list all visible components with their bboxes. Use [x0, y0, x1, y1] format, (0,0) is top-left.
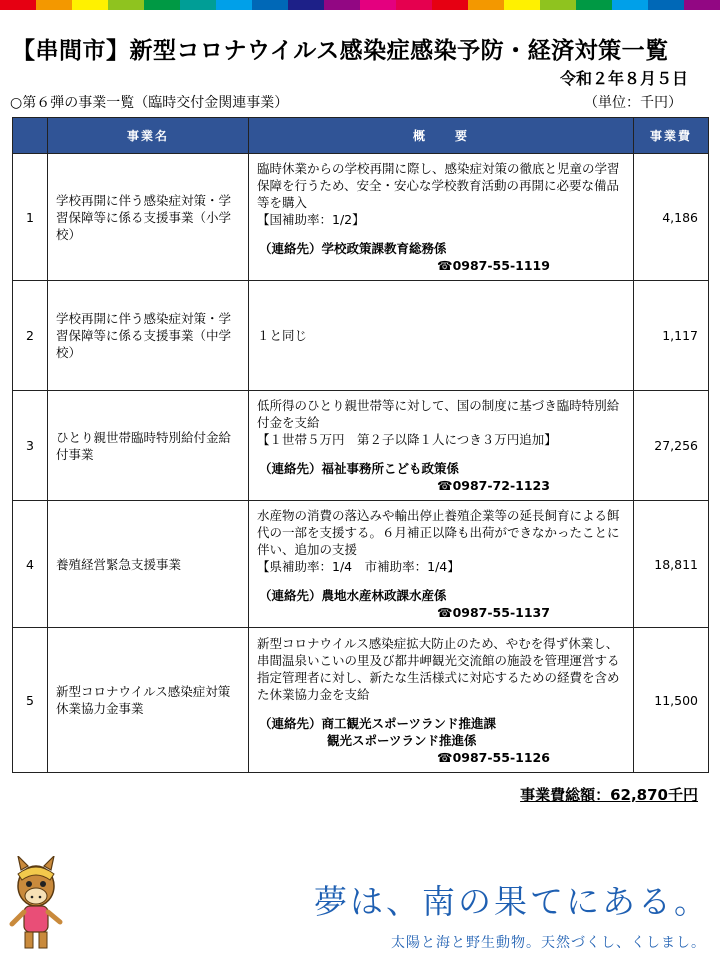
- rainbow-segment: [288, 0, 324, 10]
- contact-info: [257, 240, 625, 257]
- horse-mascot-icon: [6, 856, 66, 952]
- total-cost: 事業費総額：62,870千円: [520, 786, 698, 804]
- table-row: [13, 501, 709, 628]
- contact-phone: ☎0987-55-1126: [437, 749, 550, 765]
- rainbow-segment: [468, 0, 504, 10]
- project-cost: 4,186: [634, 154, 709, 281]
- project-name: 養殖経営緊急支援事業: [48, 501, 249, 628]
- summary-text: 臨時休業からの学校再開に際し、感染症対策の徹底と児童の学習保障を行うため、安全・安心な学校教育活動の再開に必要な備品等を購入: [257, 161, 620, 210]
- project-cost: 27,256: [634, 391, 709, 501]
- rainbow-segment: [432, 0, 468, 10]
- project-cost: 11,500: [634, 628, 709, 773]
- project-summary: [249, 628, 634, 773]
- rainbow-segment: [72, 0, 108, 10]
- summary-text: 新型コロナウイルス感染症拡大防止のため、やむを得ず休業し、串間温泉いこいの里及び都井岬観光交流館の施設を管理運営する指定管理者に対し、新たな生活様式に対応するための経費を含めた休業協力金を支給: [257, 635, 620, 702]
- rainbow-segment: [612, 0, 648, 10]
- table-row: [13, 281, 709, 391]
- rainbow-segment: [216, 0, 252, 10]
- subsidy-rate: 【県補助率：1/4 市補助率：1/4】: [257, 559, 460, 574]
- row-number: 4: [13, 501, 48, 628]
- tagline: 太陽と海と野生動物。天然づくし、くしまし。: [391, 935, 706, 951]
- project-name: 新型コロナウイルス感染症対策休業協力金事業: [48, 628, 249, 773]
- header-summary: 概 要: [249, 118, 634, 154]
- project-summary: [249, 391, 634, 501]
- contact-department: （連絡先）学校政策課教育総務係: [259, 241, 447, 256]
- project-table: [12, 117, 709, 773]
- contact-department: （連絡先）農地水産林政課水産係: [259, 588, 447, 603]
- table-row: [13, 391, 709, 501]
- header-no: [13, 118, 48, 154]
- table-row: [13, 628, 709, 773]
- project-name: ひとり親世帯臨時特別給付金給付事業: [48, 391, 249, 501]
- header-cost: 事業費: [634, 118, 709, 154]
- project-name: 学校再開に伴う感染症対策・学習保障等に係る支援事業（中学校）: [48, 281, 249, 391]
- document-date: 令和２年８月５日: [559, 69, 688, 88]
- contact-phone: ☎0987-55-1137: [437, 605, 550, 620]
- rainbow-segment: [360, 0, 396, 10]
- row-number: 1: [13, 154, 48, 281]
- contact-info: [257, 460, 625, 477]
- contact-section: 観光スポーツランド推進係: [327, 732, 477, 748]
- rainbow-segment: [36, 0, 72, 10]
- rainbow-segment: [648, 0, 684, 10]
- contact-info: [257, 715, 625, 749]
- rainbow-segment: [108, 0, 144, 10]
- rainbow-segment: [576, 0, 612, 10]
- page-title: 【串間市】新型コロナウイルス感染症感染予防・経済対策一覧: [12, 38, 669, 64]
- summary-text: １と同じ: [257, 328, 308, 343]
- rainbow-bar: [0, 0, 720, 10]
- slogan: 夢は、南の果てにある。: [314, 882, 710, 921]
- section-subtitle: ○第６弾の事業一覧（臨時交付金関連事業）: [10, 95, 289, 111]
- project-summary: [249, 154, 634, 281]
- row-number: 3: [13, 391, 48, 501]
- rainbow-segment: [504, 0, 540, 10]
- rainbow-segment: [684, 0, 720, 10]
- project-name: 学校再開に伴う感染症対策・学習保障等に係る支援事業（小学校）: [48, 154, 249, 281]
- rainbow-segment: [324, 0, 360, 10]
- contact-phone: ☎0987-72-1123: [437, 478, 550, 493]
- contact-info: [257, 587, 625, 604]
- contact-department: （連絡先）商工観光スポーツランド推進課: [259, 715, 497, 731]
- rainbow-segment: [0, 0, 36, 10]
- project-cost: 1,117: [634, 281, 709, 391]
- row-number: 2: [13, 281, 48, 391]
- rainbow-segment: [144, 0, 180, 10]
- table-header-row: [13, 118, 709, 154]
- contact-phone: ☎0987-55-1119: [437, 258, 550, 273]
- header-name: 事業名: [48, 118, 249, 154]
- rainbow-segment: [396, 0, 432, 10]
- summary-text: 水産物の消費の落込みや輸出停止養殖企業等の延長飼育による餌代の一部を支援する。６月補正以降も出荷ができなかったことに伴い、追加の支援: [257, 508, 620, 557]
- contact-department: （連絡先）福祉事務所こども政策係: [259, 461, 460, 476]
- row-number: 5: [13, 628, 48, 773]
- project-summary: [249, 501, 634, 628]
- project-cost: 18,811: [634, 501, 709, 628]
- subsidy-rate: 【１世帯５万円 第２子以降１人につき３万円追加】: [257, 432, 557, 447]
- summary-text: 低所得のひとり親世帯等に対して、国の制度に基づき臨時特別給付金を支給: [257, 398, 620, 430]
- rainbow-segment: [540, 0, 576, 10]
- project-summary: [249, 281, 634, 391]
- table-row: [13, 154, 709, 281]
- rainbow-segment: [180, 0, 216, 10]
- subsidy-rate: 【国補助率：1/2】: [257, 212, 365, 227]
- unit-label: （単位：千円）: [584, 95, 682, 111]
- rainbow-segment: [252, 0, 288, 10]
